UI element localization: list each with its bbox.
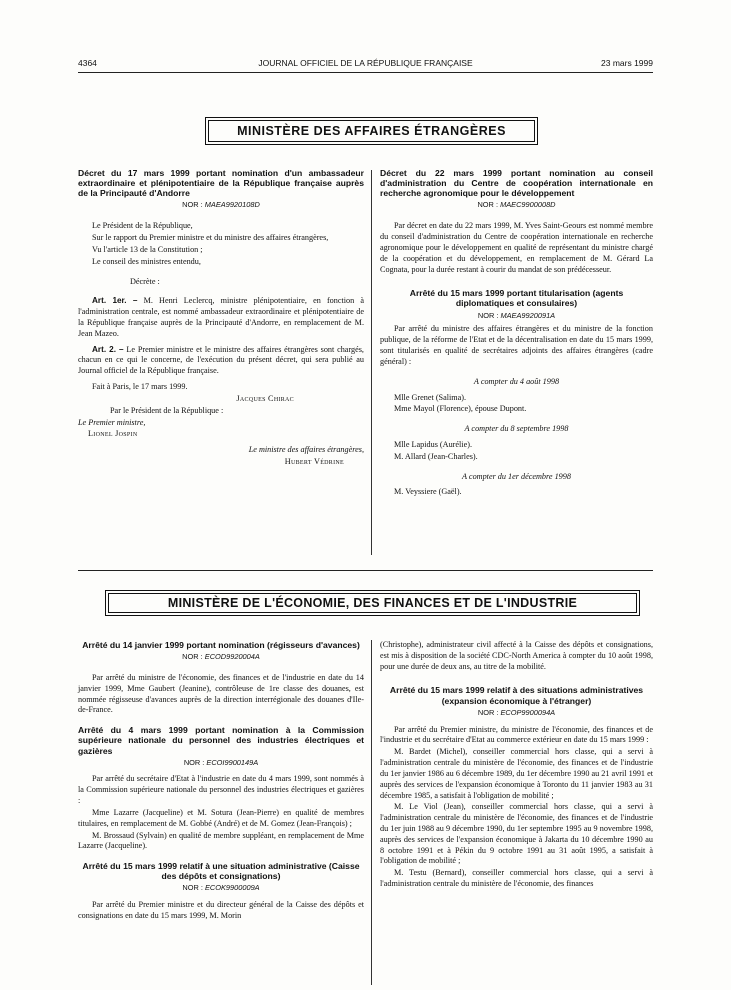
page-header [78,58,653,70]
economie-right-column [380,640,653,891]
name-entry: Mlle Lapidus (Aurélie). [394,440,472,449]
ministry-heading-economie [105,590,640,616]
paragraph: Mme Lazarre (Jacqueline) et M. Sotura (Jean-Pierre) en qualité de membres titulaires, en remplacement de M. Gobbé (André) et de M. Gomez (Jean-François) ; [78,807,364,828]
paragraph: Le conseil des ministres entendu, [92,256,201,266]
decret-cirad [380,168,653,499]
paragraph: M. Le Viol (Jean), conseiller commercial hors classe, qui a servi à l'administration centrale du ministère de l'économie, des finances et de l'industrie du 1er juin 1988 au 9 décembre 1990, du 1er septembre 1995 au 9 novembre 1998, auprès des services de l'expansion économique à Jakarta du 10 décembre 1990 au 8 octobre 1991 et à Pékin du 9 octobre 1991 au 31 août 1995, a satisfait à l'obligation de mobilité ; [380,802,653,866]
nor-reference: NOR : MAEA9920108D [182,200,260,210]
arrete-title: Arrêté du 15 mars 1999 relatif à une situation administrative (Caisse des dépôts et consignations) [82,861,360,882]
journal-title: JOURNAL OFFICIEL DE LA RÉPUBLIQUE FRANÇAISE [258,58,473,68]
group-heading: A compter du 4 août 1998 [473,376,560,386]
nor-reference: NOR : ECOD9920004A [182,652,260,662]
minister-title: Le ministre des affaires étrangères, [248,445,364,455]
nor-reference: NOR : ECOK9900009A [182,883,260,893]
paragraph-continued: (Christophe), administrateur civil affecté à la Caisse des dépôts et consignations, est mis à disposition de la société CDC-North America à compter du 10 août 1998, pour une durée de deux ans, au titre de la mobilité. [380,640,653,671]
paragraph: Sur le rapport du Premier ministre et du ministre des affaires étrangères, [92,233,329,243]
decree-title: Décret du 22 mars 1999 portant nomination au conseil d'administration du Centre de coopération internationale en recherche agronomique pour le développement [380,168,653,199]
paragraph: M. Brossaud (Sylvain) en qualité de membre suppléant, en remplacement de Mme Lazarre (Jacqueline). [78,830,364,851]
premier-ministre-name: Lionel Jospin [88,429,138,439]
decree-title: Décret du 17 mars 1999 portant nomination d'un ambassadeur extraordinaire et plénipotentiaire de la République française auprès de la Principauté d'Andorre [78,168,364,199]
nor-reference: NOR : MAEC9900008D [477,200,556,210]
group-heading: A compter du 8 septembre 1998 [464,424,569,434]
page-number: 4364 [78,58,97,68]
paragraph: Par arrêté du ministre des affaires étrangères et du ministre de la fonction publique, de la réforme de l'Etat et de la décentralisation en date du 15 mars 1999, sont titularisés en qualité de secrétaires adjoints des affaires étrangères (cadre général) : [380,324,653,366]
paragraph: M. Testu (Bernard), conseiller commercial hors classe, qui a servi à l'administration centrale du ministère de l'économie, des finances [380,868,653,889]
group-heading: A compter du 1er décembre 1998 [462,471,571,481]
ministry-title: MINISTÈRE DES AFFAIRES ÉTRANGÈRES [208,120,535,142]
column-separator [371,640,372,985]
arrete-title: Arrêté du 14 janvier 1999 portant nomination (régisseurs d'avances) [82,640,360,650]
nor-reference: NOR : ECOI9900149A [183,757,259,767]
decret-andorre [78,168,364,469]
nor-reference: NOR : ECOP9900094A [477,707,556,717]
paragraph: Par arrêté du Premier ministre, du ministre de l'économie, des finances et de l'industrie et du secrétaire d'Etat au commerce extérieur en date du 15 mars 1999 : [380,724,653,745]
signature-president: Jacques Chirac [236,393,294,403]
par-le-president: Par le Président de la République : [110,405,224,415]
paragraph: Vu l'article 13 de la Constitution ; [92,244,203,254]
arrete-title: Arrêté du 4 mars 1999 portant nomination à la Commission supérieure nationale du personnel des industries électriques et gazières [78,725,364,756]
name-entry: Mlle Grenet (Salima). [394,392,467,402]
decrete: Décrète : [130,276,160,286]
name-entry: M. Allard (Jean-Charles). [394,451,478,461]
name-entry: M. Veyssiere (Gaël). [394,487,462,497]
paragraph: Par arrêté du secrétaire d'Etat à l'industrie en date du 4 mars 1999, sont nommés à la Commission supérieure nationale du personnel des industries électriques et gazières : [78,774,364,806]
arrete-title: Arrêté du 15 mars 1999 relatif à des situations administratives (expansion économique à l'étranger) [389,685,644,706]
nor-reference: NOR : MAEA9920091A [477,310,556,320]
paragraph: Par arrêté du ministre de l'économie, des finances et de l'industrie en date du 14 janvier 1999, Mme Gaubert (Jeanine), contrôleuse de 1re classe des douanes, est nommée régisseuse d'avances auprès de la direction interrégionale des douanes d'Ile-de-France. [78,672,364,715]
minister-name: Hubert Védrine [284,457,344,467]
issue-date: 23 mars 1999 [601,58,653,68]
ministry-heading-affaires-etrangeres [205,117,538,145]
economie-left-column [78,640,364,923]
paragraph: Par décret en date du 22 mars 1999, M. Yves Saint-Geours est nommé membre du conseil d'administration du Centre de coopération internationale en recherche agronomique pour le développement en qualité de représentant du ministre chargé de la coopération et du développement, en remplacement de M. Gérard La Cognata, pour la durée restant à courir du mandat de son prédécesseur. [380,221,653,274]
paragraph: Par arrêté du Premier ministre et du directeur général de la Caisse des dépôts et consignations en date du 15 mars 1999, M. Morin [78,900,364,921]
article-1: Art. 1er. – M. Henri Leclercq, ministre plénipotentiaire, en fonction à l'administration centrale, est nommé ambassadeur extraordinaire et plénipotentiaire de la République française auprès de la Principauté d'Andorre, en remplacement de M. Jean Mazeo. [78,296,364,338]
ministry-title: MINISTÈRE DE L'ÉCONOMIE, DES FINANCES ET DE L'INDUSTRIE [108,593,637,613]
arrete-title: Arrêté du 15 mars 1999 portant titularisation (agents diplomatiques et consulaires) [409,288,624,309]
column-separator [371,170,372,555]
section-rule [78,570,653,571]
header-rule [78,72,653,73]
paragraph: M. Bardet (Michel), conseiller commercial hors classe, qui a servi à l'administration centrale du ministère de l'économie, des finances et de l'industrie du 1er janvier 1986 au 6 décembre 1989, du 1er décembre 1990 au 21 avril 1991 et auprès des services de l'expansion économique à Toronto du 11 janvier 1983 au 31 décembre 1985, a satisfait à l'obligation de mobilité ; [380,747,653,800]
article-2: Art. 2. – Le Premier ministre et le ministre des affaires étrangères sont chargés, chacun en ce qui le concerne, de l'exécution du présent décret, qui sera publié au Journal officiel de la République française. [78,344,364,376]
premier-ministre-title: Le Premier ministre, [78,417,146,427]
fait-a-paris: Fait à Paris, le 17 mars 1999. [92,382,188,392]
name-entry: Mme Mayol (Florence), épouse Dupont. [394,404,527,414]
paragraph: Le Président de la République, [92,221,193,231]
